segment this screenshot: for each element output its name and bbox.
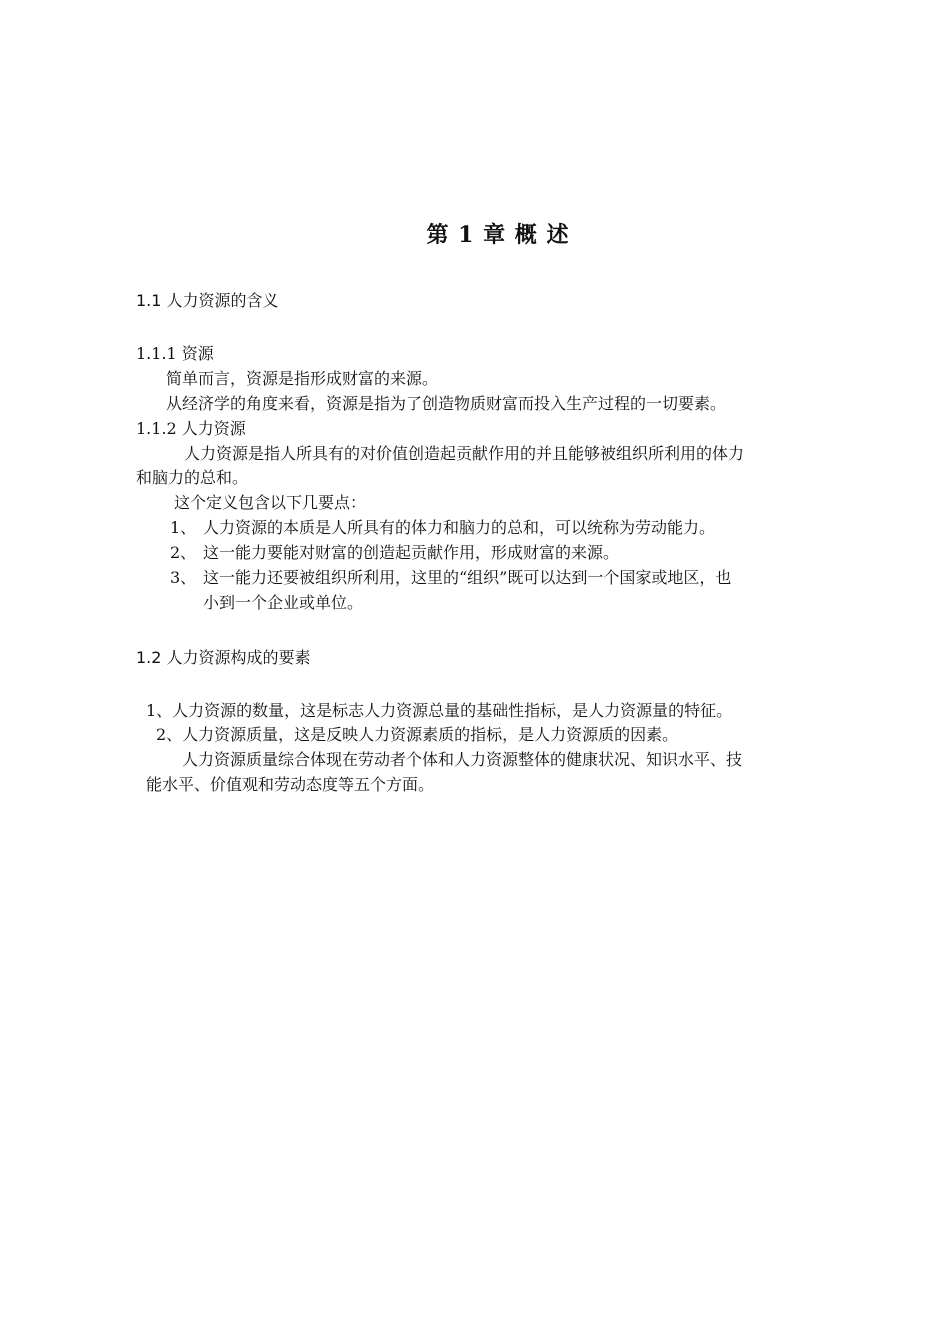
section-heading-1-1: 1.1 人力资源的含义 <box>136 291 279 310</box>
subsection-heading-1-1-1: 1.1.1 资源 <box>136 344 214 363</box>
paragraph-line: 人力资源质量综合体现在劳动者个体和人力资源整体的健康状况、知识水平、技 <box>182 750 743 769</box>
paragraph: 这个定义包含以下几要点： <box>174 493 367 512</box>
list-item: 1、人力资源的数量，这是标志人力资源总量的基础性指标，是人力资源量的特征。 <box>146 701 733 720</box>
list-item: 2、人力资源质量，这是反映人力资源素质的指标，是人力资源质的因素。 <box>156 725 679 744</box>
chapter-title: 第 1 章 概 述 <box>426 222 570 248</box>
paragraph: 简单而言，资源是指形成财富的来源。 <box>166 369 439 388</box>
paragraph: 从经济学的角度来看，资源是指为了创造物质财富而投入生产过程的一切要素。 <box>166 394 727 413</box>
list-item: 这一能力还要被组织所利用，这里的“组织”既可以达到一个国家或地区，也 <box>203 568 732 587</box>
list-number: 3、 <box>170 568 197 587</box>
list-item: 人力资源的本质是人所具有的体力和脑力的总和，可以统称为劳动能力。 <box>203 518 716 537</box>
paragraph-line: 能水平、价值观和劳动态度等五个方面。 <box>146 775 435 794</box>
section-heading-1-2: 1.2 人力资源构成的要素 <box>136 648 311 667</box>
list-number: 2、 <box>170 543 197 562</box>
list-item-continuation: 小到一个企业或单位。 <box>203 593 364 612</box>
subsection-heading-1-1-2: 1.1.2 人力资源 <box>136 419 246 438</box>
list-item: 这一能力要能对财富的创造起贡献作用，形成财富的来源。 <box>203 543 620 562</box>
paragraph-line: 人力资源是指人所具有的对价值创造起贡献作用的并且能够被组织所利用的体力 <box>184 444 745 463</box>
list-number: 1、 <box>170 518 197 537</box>
paragraph-line: 和脑力的总和。 <box>136 468 249 487</box>
